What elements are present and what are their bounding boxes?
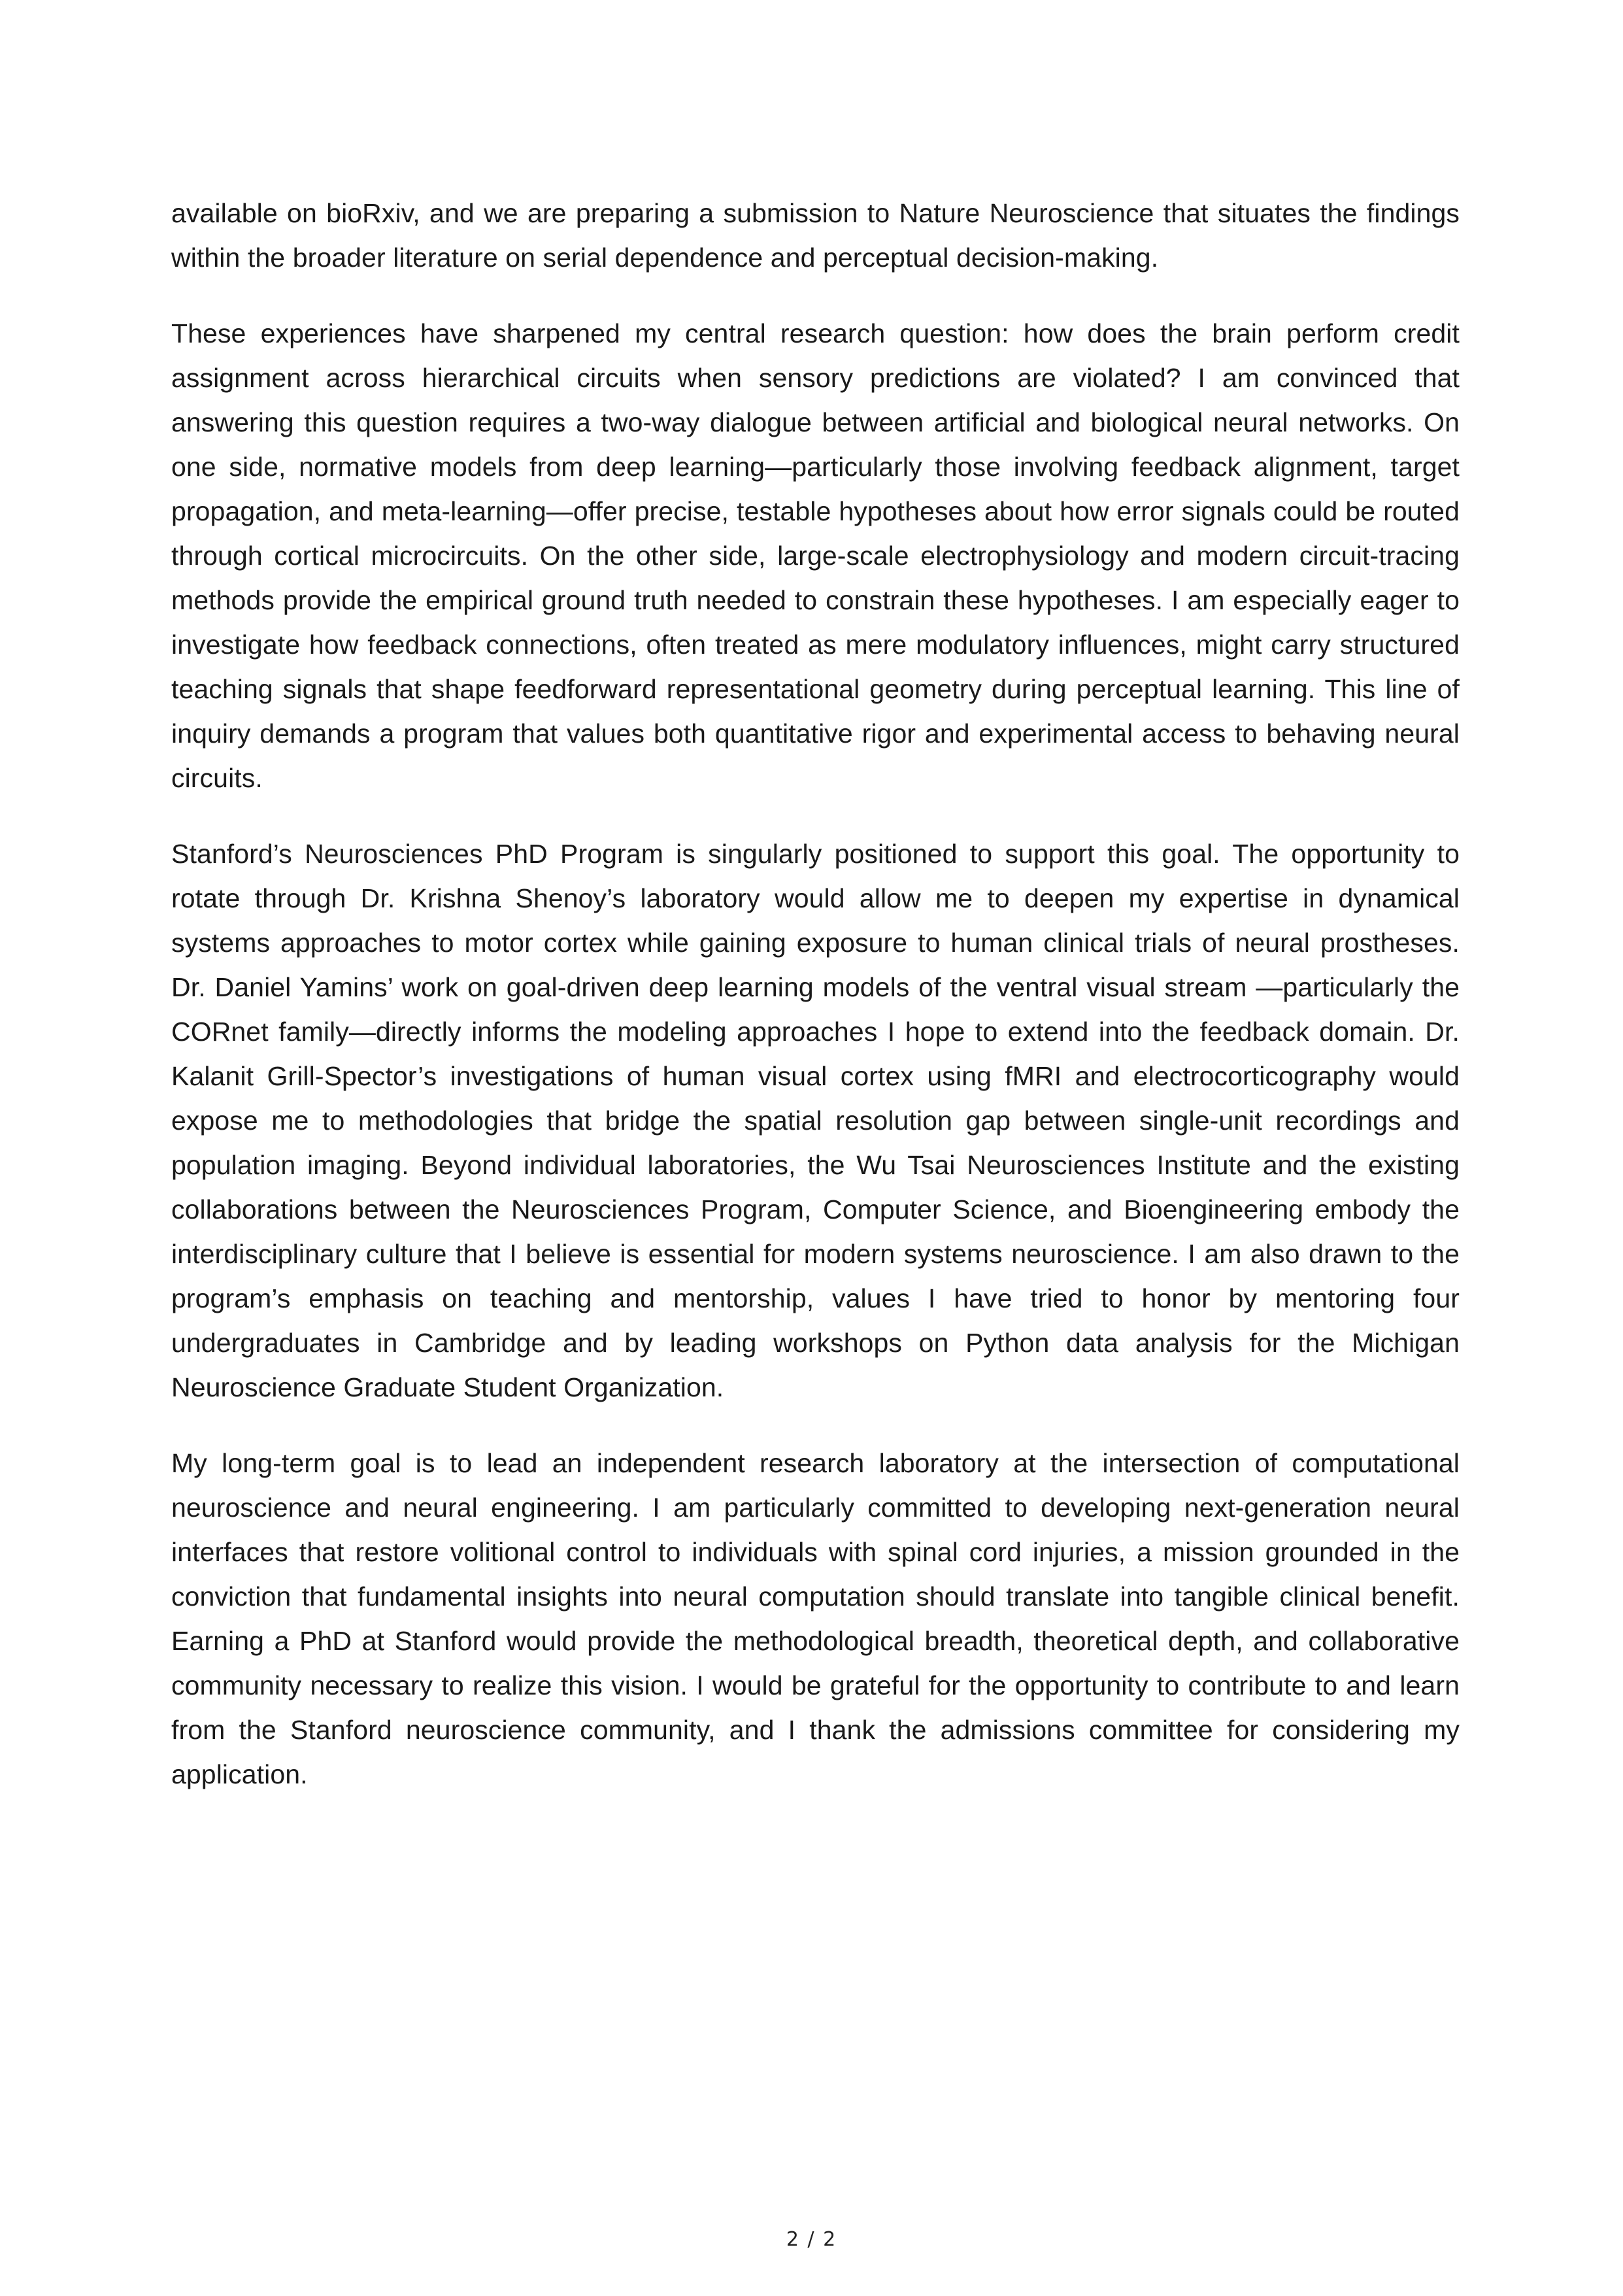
paragraph-continuation: available on bioRxiv, and we are preparing a submission to Nature Neuroscience that situates the findings within the broader literature on serial dependence and perceptual decision-making. (171, 198, 1460, 273)
page-number: 2 / 2 (786, 2228, 837, 2251)
document-body (171, 191, 1460, 1828)
paragraph-long-term-goal: My long-term goal is to lead an independent research laboratory at the intersection of computational neuroscience and neural engineering. I am particularly committed to developing next-generation neural interfaces that restore volitional control to individuals with spinal cord injuries, a mission grounded in the conviction that fundamental insights into neural computation should translate into tangible clinical benefit. Earning a PhD at Stanford would provide the methodological breadth, theoretical depth, and collaborative community necessary to realize this vision. I would be grateful for the opportunity to contribute to and learn from the Stanford neuroscience community, and I thank the admissions committee for considering my application. (171, 1448, 1460, 1789)
paragraph-stanford-program: Stanford’s Neurosciences PhD Program is singularly positioned to support this goal. The opportunity to rotate through Dr. Krishna Shenoy’s laboratory would allow me to deepen my expertise in dynamical systems approaches to motor cortex while gaining exposure to human clinical trials of neural prostheses. Dr. Daniel Yamins’ work on goal-driven deep learning models of the ventral visual stream —particularly the CORnet family—directly informs the modeling approaches I hope to extend into the feedback domain. Dr. Kalanit Grill-Spector’s investigations of human visual cortex using fMRI and electrocorticography would expose me to methodologies that bridge the spatial resolution gap between single-unit recordings and population imaging. Beyond individual laboratories, the Wu Tsai Neurosciences Institute and the existing collaborations between the Neurosciences Program, Computer Science, and Bioengineering embody the interdisciplinary culture that I believe is essential for modern systems neuroscience. I am also drawn to the program’s emphasis on teaching and mentorship, values I have tried to honor by mentoring four undergraduates in Cambridge and by leading workshops on Python data analysis for the Michigan Neuroscience Graduate Student Organization. (171, 839, 1460, 1402)
paragraph-research-question: These experiences have sharpened my central research question: how does the brain perform credit assignment across hierarchical circuits when sensory predictions are violated? I am convinced that answering this question requires a two-way dialogue between artificial and biological neural networks. On one side, normative models from deep learning—particularly those involving feedback alignment, target propagation, and meta-learning—offer precise, testable hypotheses about how error signals could be routed through cortical microcircuits. On the other side, large-scale electrophysiology and modern circuit-tracing methods provide the empirical ground truth needed to constrain these hypotheses. I am especially eager to investigate how feedback connections, often treated as mere modulatory influences, might carry structured teaching signals that shape feedforward representational geometry during perceptual learning. This line of inquiry demands a program that values both quantitative rigor and experimental access to behaving neural circuits. (171, 318, 1460, 793)
